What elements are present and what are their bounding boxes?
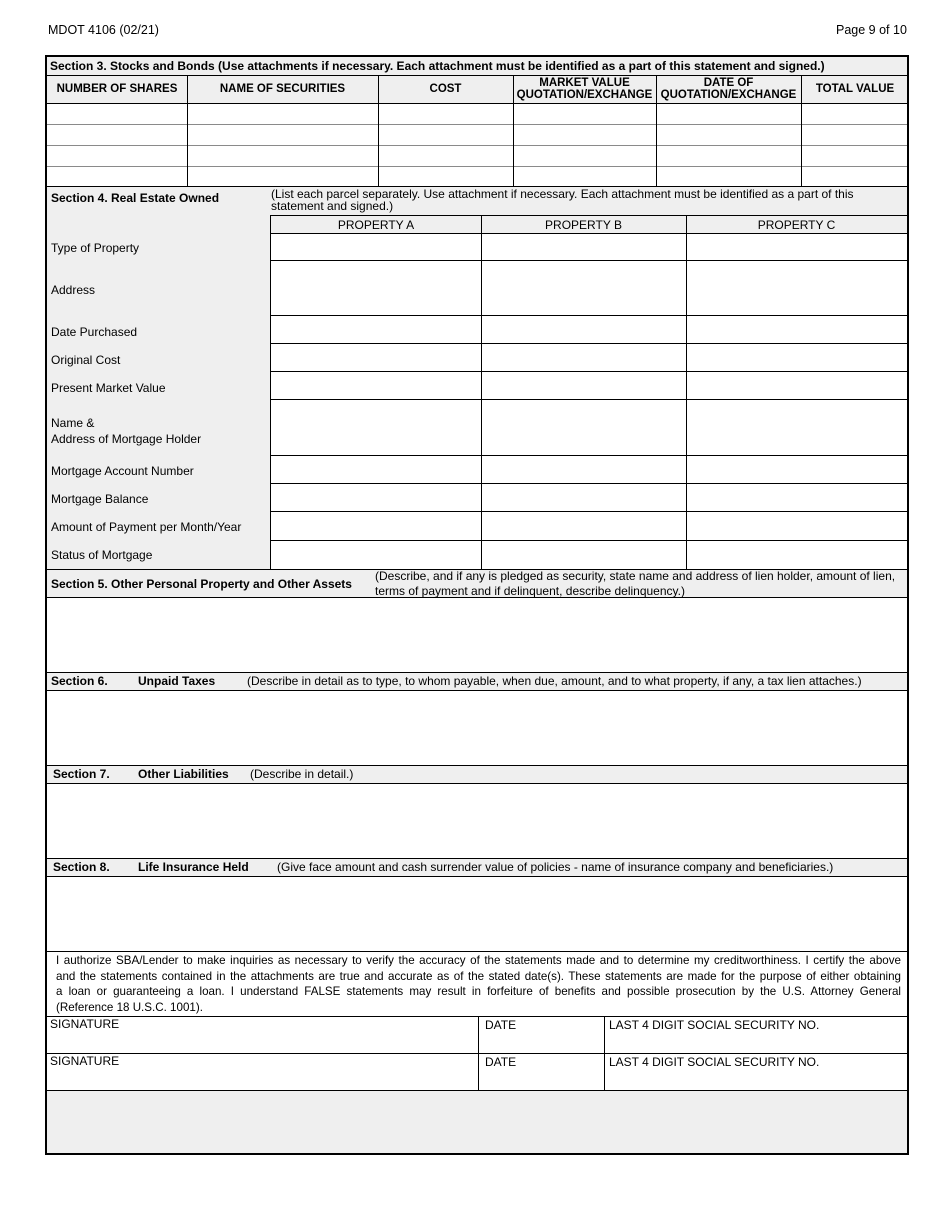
signature-field-2[interactable] xyxy=(47,1054,477,1090)
section5-entry-area[interactable] xyxy=(47,598,907,672)
section6-note: (Describe in detail as to type, to whom payable, when due, amount, and to what property, if any, a tax lien attaches.) xyxy=(247,674,862,688)
page-number: Page 9 of 10 xyxy=(836,23,907,37)
row-mortgage-balance: Mortgage Balance xyxy=(51,492,149,506)
signature-field-1[interactable] xyxy=(47,1017,477,1053)
section8-entry-area[interactable] xyxy=(47,877,907,951)
row-original-cost: Original Cost xyxy=(51,353,121,367)
col-total-value: TOTAL VALUE xyxy=(815,83,895,95)
property-b-header: PROPERTY B xyxy=(545,218,622,232)
section6-title: Unpaid Taxes xyxy=(138,674,216,688)
section6-entry-area[interactable] xyxy=(47,691,907,765)
col-market-value: MARKET VALUE QUOTATION/EXCHANGE xyxy=(516,77,653,101)
section3-title: Section 3. Stocks and Bonds (Use attachments if necessary. Each attachment must be identified as a part of this statement and signed.) xyxy=(50,59,825,73)
real-estate-entry-grid[interactable] xyxy=(271,234,907,569)
col-name-of-securities: NAME OF SECURITIES xyxy=(219,83,346,95)
section5-title: Section 5. Other Personal Property and Other Assets xyxy=(51,577,352,591)
row-mortgage-account-number: Mortgage Account Number xyxy=(51,464,194,478)
date-label-1: DATE xyxy=(485,1018,517,1032)
section7-number: Section 7. xyxy=(53,767,110,781)
section7-note: (Describe in detail.) xyxy=(250,767,354,781)
col-date-of-quotation: DATE OF QUOTATION/EXCHANGE xyxy=(660,77,797,101)
section8-note: (Give face amount and cash surrender value of policies - name of insurance company and beneficiaries.) xyxy=(277,860,834,874)
row-type-of-property: Type of Property xyxy=(51,241,140,255)
date-field-2[interactable] xyxy=(479,1054,603,1090)
row-amount-of-payment: Amount of Payment per Month/Year xyxy=(51,520,242,534)
row-present-market-value: Present Market Value xyxy=(51,381,166,395)
stocks-bonds-entry-rows[interactable] xyxy=(47,104,907,186)
col-cost: COST xyxy=(429,83,462,95)
section8-title: Life Insurance Held xyxy=(138,860,249,874)
certification-text: I authorize SBA/Lender to make inquiries as necessary to verify the accuracy of the statements made and to determine my creditworthiness. I certify the above and the statements contained in the attachments are true and accurate as of the stated date(s). These statements are made for the purpose of either obtaining a loan or guaranteeing a loan. I understand FALSE statements may result in forfeiture of benefits and possible prosecution by the U.S. Attorney General (Reference 18 U.S.C. 1001). xyxy=(56,954,901,1014)
row-date-purchased: Date Purchased xyxy=(51,325,138,339)
row-status-of-mortgage: Status of Mortgage xyxy=(51,548,153,562)
ssn-label-2: LAST 4 DIGIT SOCIAL SECURITY NO. xyxy=(609,1055,820,1069)
section6-number: Section 6. xyxy=(51,674,108,688)
form-id: MDOT 4106 (02/21) xyxy=(48,23,159,37)
ssn-field-1[interactable] xyxy=(605,1017,907,1053)
ssn-label-1: LAST 4 DIGIT SOCIAL SECURITY NO. xyxy=(609,1018,820,1032)
section5-note: (Describe, and if any is pledged as security, state name and address of lien holder, amount of lien, terms of payment and if delinquent, describe delinquency.) xyxy=(375,569,896,598)
financial-statement-form xyxy=(45,55,909,1155)
signature-label-1: SIGNATURE xyxy=(50,1017,120,1031)
section7-entry-area[interactable] xyxy=(47,784,907,858)
section8-number: Section 8. xyxy=(53,860,110,874)
property-a-header: PROPERTY A xyxy=(337,218,415,232)
col-number-of-shares: NUMBER OF SHARES xyxy=(56,83,178,95)
date-field-1[interactable] xyxy=(479,1017,603,1053)
footer-shaded-area xyxy=(47,1091,907,1153)
row-mortgage-holder: Name & Address of Mortgage Holder xyxy=(51,416,202,446)
section4-title: Section 4. Real Estate Owned xyxy=(51,191,220,205)
signature-label-2: SIGNATURE xyxy=(50,1054,120,1068)
row-address: Address xyxy=(51,283,96,297)
date-label-2: DATE xyxy=(485,1055,517,1069)
section4-note: (List each parcel separately. Use attachment if necessary. Each attachment must be identified as a part of this statement and signed.) xyxy=(271,187,854,213)
section7-title: Other Liabilities xyxy=(138,767,229,781)
ssn-field-2[interactable] xyxy=(605,1054,907,1090)
property-c-header: PROPERTY C xyxy=(757,218,836,232)
